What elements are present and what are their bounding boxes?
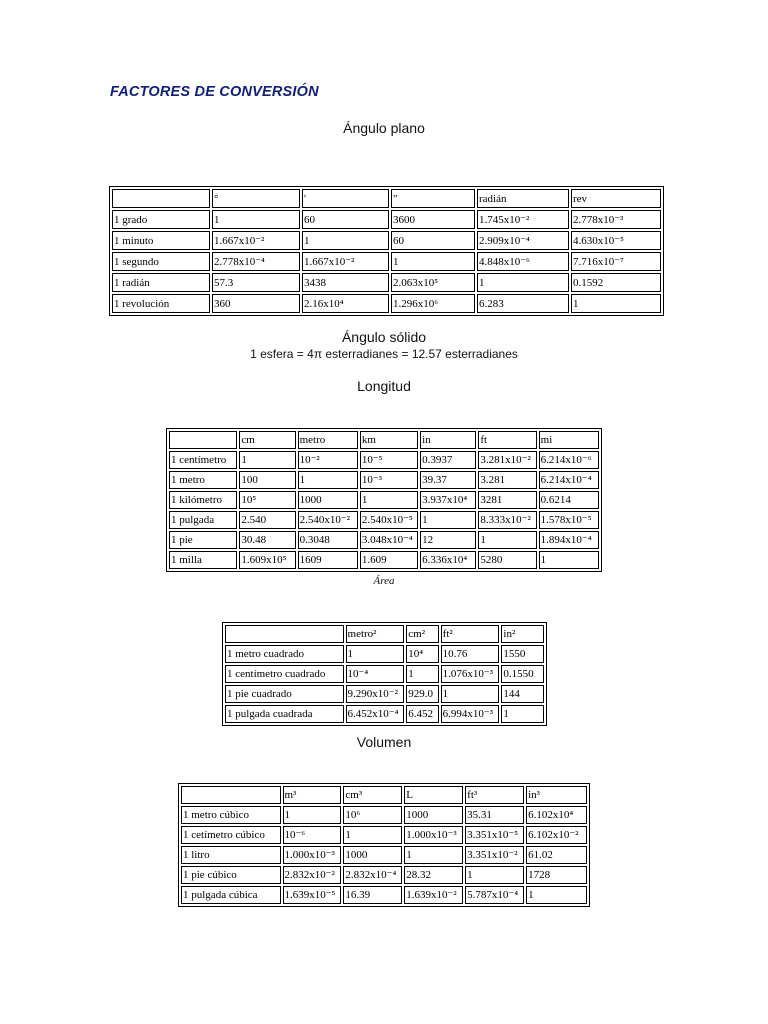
row-label-cell: 1 pulgada cúbica [181,886,281,904]
value-cell: 3.937x10⁴ [420,491,476,509]
table-row [169,551,599,569]
table-row [169,511,599,529]
row-label-cell: 1 pulgada [169,511,237,529]
value-cell: 6.214x10⁻⁴ [539,471,599,489]
value-cell: 2.540 [239,511,295,529]
table-header-cell [169,431,237,449]
value-cell: 1.000x10⁻³ [283,846,342,864]
value-cell: 1.639x10⁻⁵ [283,886,342,904]
value-cell: 1 [404,846,463,864]
value-cell: 2.16x10⁴ [302,294,389,313]
value-cell: 1 [302,231,389,250]
value-cell: 1609 [298,551,358,569]
row-label-cell: 1 revolución [112,294,210,313]
table-row [169,491,599,509]
table-row [112,273,661,292]
value-cell: 35.31 [465,806,524,824]
table-header-cell: in² [501,625,544,643]
value-cell: 1.609x10⁵ [239,551,295,569]
value-cell: 28.32 [404,866,463,884]
value-cell: 0.6214 [539,491,599,509]
section-title-volumen: Volumen [356,734,412,750]
row-label-cell: 1 litro [181,846,281,864]
table-angulo-plano [109,186,664,316]
value-cell: 1 [360,491,418,509]
table-row [112,294,661,313]
value-cell: 10⁻⁶ [283,826,342,844]
value-cell: 3.281 [478,471,536,489]
value-cell: 16.39 [343,886,402,904]
value-cell: 144 [501,685,544,703]
table-row [181,866,587,884]
value-cell: 10⁴ [406,645,438,663]
value-cell: 61.02 [526,846,587,864]
table-header-cell: metro [298,431,358,449]
value-cell: 10.76 [441,645,500,663]
table-header-cell: cm² [406,625,438,643]
value-cell: 1 [391,252,475,271]
value-cell: 1000 [404,806,463,824]
value-cell: 1 [501,705,544,723]
table-row [112,210,661,229]
table-row [225,645,544,663]
value-cell: 1.578x10⁻⁵ [539,511,599,529]
table-header-row [169,431,599,449]
value-cell: 6.452x10⁻⁴ [346,705,405,723]
value-cell: 1.609 [360,551,418,569]
value-cell: 1.000x10⁻³ [404,826,463,844]
table-header-cell: m³ [283,786,342,804]
value-cell: 1 [420,511,476,529]
value-cell: 1.667x10⁻² [302,252,389,271]
value-cell: 1 [571,294,661,313]
value-cell: 1.745x10⁻² [477,210,569,229]
table-header-cell: in³ [526,786,587,804]
table-header-cell: mi [539,431,599,449]
table-row [112,231,661,250]
table-header-cell: L [404,786,463,804]
value-cell: 1 [477,273,569,292]
value-cell: 6.102x10⁻² [526,826,587,844]
row-label-cell: 1 minuto [112,231,210,250]
value-cell: 5.787x10⁻⁴ [465,886,524,904]
value-cell: 1 [283,806,342,824]
value-cell: 4.848x10⁻⁶ [477,252,569,271]
value-cell: 1000 [298,491,358,509]
table-longitud [166,428,602,572]
value-cell: 6.994x10⁻³ [441,705,500,723]
value-cell: 3.048x10⁻⁴ [360,531,418,549]
value-cell: 1 [239,451,295,469]
row-label-cell: 1 metro cuadrado [225,645,344,663]
value-cell: 1 [343,826,402,844]
table-header-cell: ft² [441,625,500,643]
table-header-cell: metro² [346,625,405,643]
table-row [181,806,587,824]
value-cell: 2.778x10⁻³ [571,210,661,229]
value-cell: 1.296x10⁶ [391,294,475,313]
table-header-cell: ' [302,189,389,208]
value-cell: 2.540x10⁻⁵ [360,511,418,529]
table-header-row [225,625,544,643]
value-cell: 4.630x10⁻⁵ [571,231,661,250]
value-cell: 6.452 [406,705,438,723]
row-label-cell: 1 pie [169,531,237,549]
value-cell: 6.102x10⁴ [526,806,587,824]
value-cell: 1000 [343,846,402,864]
value-cell: 10⁶ [343,806,402,824]
value-cell: 1 [298,471,358,489]
table-header-cell: in [420,431,476,449]
value-cell: 0.1550 [501,665,544,683]
value-cell: 2.832x10⁻⁴ [343,866,402,884]
value-cell: 39.37 [420,471,476,489]
table-row [112,252,661,271]
table-header-row [181,786,587,804]
row-label-cell: 1 milla [169,551,237,569]
table-row [225,685,544,703]
table-header-cell: ft³ [465,786,524,804]
value-cell: 1 [346,645,405,663]
row-label-cell: 1 pie cuadrado [225,685,344,703]
table-row [169,451,599,469]
value-cell: 1.076x10⁻³ [441,665,500,683]
table-row [181,826,587,844]
value-cell: 60 [302,210,389,229]
value-cell: 929.0 [406,685,438,703]
value-cell: 360 [212,294,300,313]
page-title: FACTORES DE CONVERSIÓN [110,84,319,100]
row-label-cell: 1 segundo [112,252,210,271]
value-cell: 60 [391,231,475,250]
section-title-angulo-solido: Ángulo sólido [341,329,427,345]
table-row [181,846,587,864]
value-cell: 2.063x10⁵ [391,273,475,292]
value-cell: 10⁵ [239,491,295,509]
row-label-cell: 1 metro cúbico [181,806,281,824]
value-cell: 2.778x10⁻⁴ [212,252,300,271]
section-note-angulo-solido: 1 esfera = 4π esterradianes = 12.57 esterradianes [250,347,518,361]
table-header-cell: " [391,189,475,208]
table-header-cell: radián [477,189,569,208]
value-cell: 12 [420,531,476,549]
value-cell: 3600 [391,210,475,229]
value-cell: 1 [441,685,500,703]
section-title-longitud: Longitud [357,378,411,394]
table-volumen [178,783,590,907]
value-cell: 1.667x10⁻² [212,231,300,250]
value-cell: 1728 [526,866,587,884]
value-cell: 6.283 [477,294,569,313]
table-header-cell: rev [571,189,661,208]
table-header-row [112,189,661,208]
table-row [225,705,544,723]
value-cell: 10⁻⁴ [346,665,405,683]
value-cell: 57.3 [212,273,300,292]
value-cell: 100 [239,471,295,489]
value-cell: 10⁻⁵ [360,451,418,469]
value-cell: 7.716x10⁻⁷ [571,252,661,271]
value-cell: 0.3937 [420,451,476,469]
table-row [181,886,587,904]
value-cell: 0.3048 [298,531,358,549]
value-cell: 1.639x10⁻² [404,886,463,904]
value-cell: 6.336x10⁴ [420,551,476,569]
row-label-cell: 1 metro [169,471,237,489]
table-header-cell: ° [212,189,300,208]
value-cell: 6.214x10⁻⁶ [539,451,599,469]
table-row [169,471,599,489]
value-cell: 30.48 [239,531,295,549]
table-header-cell: cm [239,431,295,449]
value-cell: 1 [212,210,300,229]
value-cell: 8.333x10⁻² [478,511,536,529]
value-cell: 10⁻³ [360,471,418,489]
value-cell: 2.909x10⁻⁴ [477,231,569,250]
value-cell: 10⁻² [298,451,358,469]
value-cell: 5280 [478,551,536,569]
table-row [169,531,599,549]
value-cell: 1 [539,551,599,569]
section-title-angulo-plano: Ángulo plano [343,120,425,136]
row-label-cell: 1 kilómetro [169,491,237,509]
value-cell: 1 [465,866,524,884]
row-label-cell: 1 radián [112,273,210,292]
value-cell: 3.351x10⁻⁵ [465,826,524,844]
value-cell: 1 [478,531,536,549]
value-cell: 0.1592 [571,273,661,292]
value-cell: 3438 [302,273,389,292]
row-label-cell: 1 centímetro cuadrado [225,665,344,683]
table-area [222,622,547,726]
value-cell: 9.290x10⁻² [346,685,405,703]
table-header-cell: km [360,431,418,449]
row-label-cell: 1 grado [112,210,210,229]
table-row [225,665,544,683]
value-cell: 1.894x10⁻⁴ [539,531,599,549]
value-cell: 2.832x10⁻² [283,866,342,884]
section-title-area: Área [373,575,395,587]
table-header-cell: cm³ [343,786,402,804]
value-cell: 1 [406,665,438,683]
table-header-cell [112,189,210,208]
value-cell: 1 [526,886,587,904]
row-label-cell: 1 cetímetro cúbico [181,826,281,844]
value-cell: 3.351x10⁻² [465,846,524,864]
row-label-cell: 1 centímetro [169,451,237,469]
table-header-cell [225,625,344,643]
row-label-cell: 1 pie cúbico [181,866,281,884]
value-cell: 3281 [478,491,536,509]
value-cell: 2.540x10⁻² [298,511,358,529]
table-header-cell [181,786,281,804]
value-cell: 1550 [501,645,544,663]
value-cell: 3.281x10⁻² [478,451,536,469]
row-label-cell: 1 pulgada cuadrada [225,705,344,723]
table-header-cell: ft [478,431,536,449]
